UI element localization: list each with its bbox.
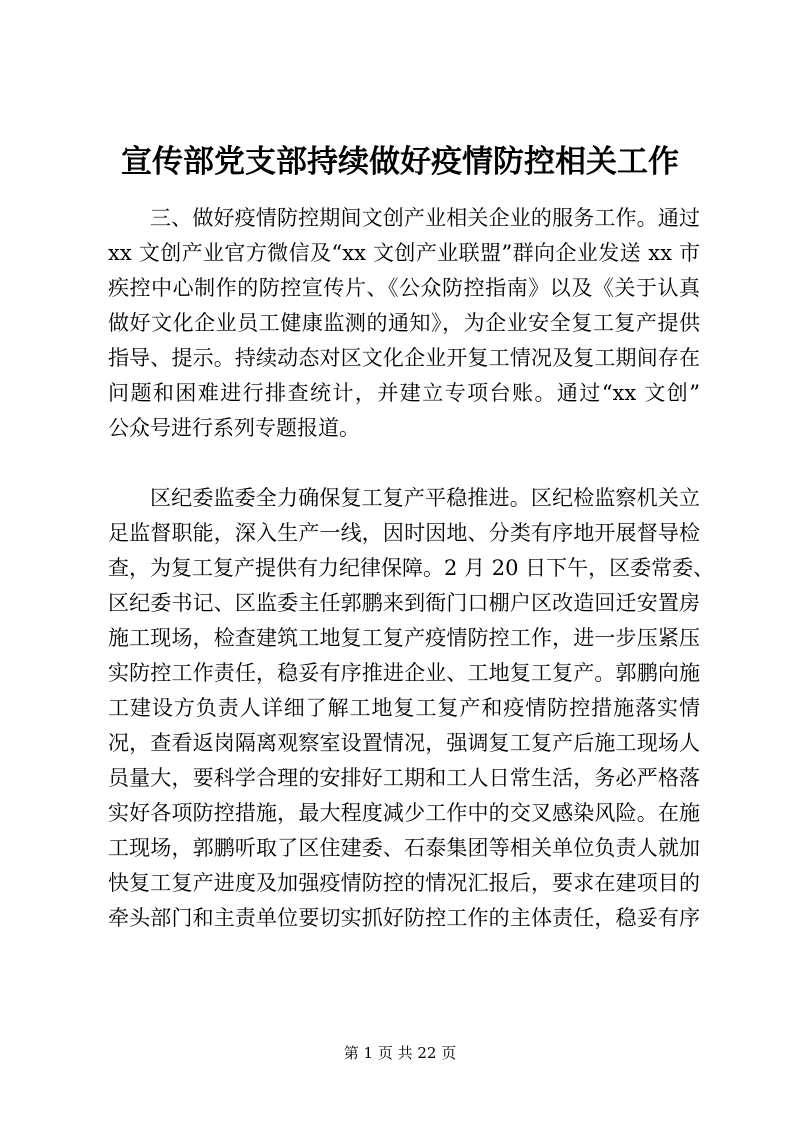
paragraph-line: 工现场，郭鹏听取了区住建委、石泰集团等相关单位负责人就加 [108,836,700,860]
paragraph-line: 公众号进行系列专题报道。 [108,416,360,440]
paragraph-line: 指导、提示。持续动态对区文化企业开复工情况及复工期间存在 [108,346,700,370]
paragraph-line: 员量大，要科学合理的安排好工期和工人日常生活，务必严格落 [108,766,700,790]
paragraph-line: 施工现场，检查建筑工地复工复产疫情防控工作，进一步压紧压 [108,626,700,650]
page-footer: 第 1 页 共 22 页 [343,1044,457,1062]
paragraph-line: 问题和困难进行排查统计，并建立专项台账。通过“xx 文创” [108,381,700,405]
paragraph-line: 区纪委书记、区监委主任郭鹏来到衙门口棚户区改造回迁安置房 [108,591,700,615]
paragraph-line: 查，为复工复产提供有力纪律保障。2 月 20 日下午，区委常委、 [108,556,715,580]
paragraph-line: 疾控中心制作的防控宣传片、《公众防控指南》以及《关于认真 [108,276,700,300]
document-title: 宣传部党支部持续做好疫情防控相关工作 [121,144,679,180]
paragraph-line: 区纪委监委全力确保复工复产平稳推进。区纪检监察机关立 [150,486,700,510]
paragraph-line: 实防控工作责任，稳妥有序推进企业、工地复工复产。郭鹏向施 [108,661,700,685]
paragraph-line: 工建设方负责人详细了解工地复工复产和疫情防控措施落实情 [108,696,700,720]
paragraph-line: xx 文创产业官方微信及“xx 文创产业联盟”群向企业发送 xx 市 [108,241,700,265]
paragraph-line: 牵头部门和主责单位要切实抓好防控工作的主体责任，稳妥有序 [108,906,700,930]
paragraph-line: 况，查看返岗隔离观察室设置情况，强调复工复产后施工现场人 [108,731,700,755]
paragraph-line: 做好文化企业员工健康监测的通知》，为企业安全复工复产提供 [108,311,700,335]
paragraph-line: 实好各项防控措施，最大程度减少工作中的交叉感染风险。在施 [108,801,700,825]
paragraph-line: 足监督职能，深入生产一线，因时因地、分类有序地开展督导检 [108,521,700,545]
paragraph-line: 三、做好疫情防控期间文创产业相关企业的服务工作。通过 [150,206,700,230]
paragraph-line: 快复工复产进度及加强疫情防控的情况汇报后，要求在建项目的 [108,871,700,895]
